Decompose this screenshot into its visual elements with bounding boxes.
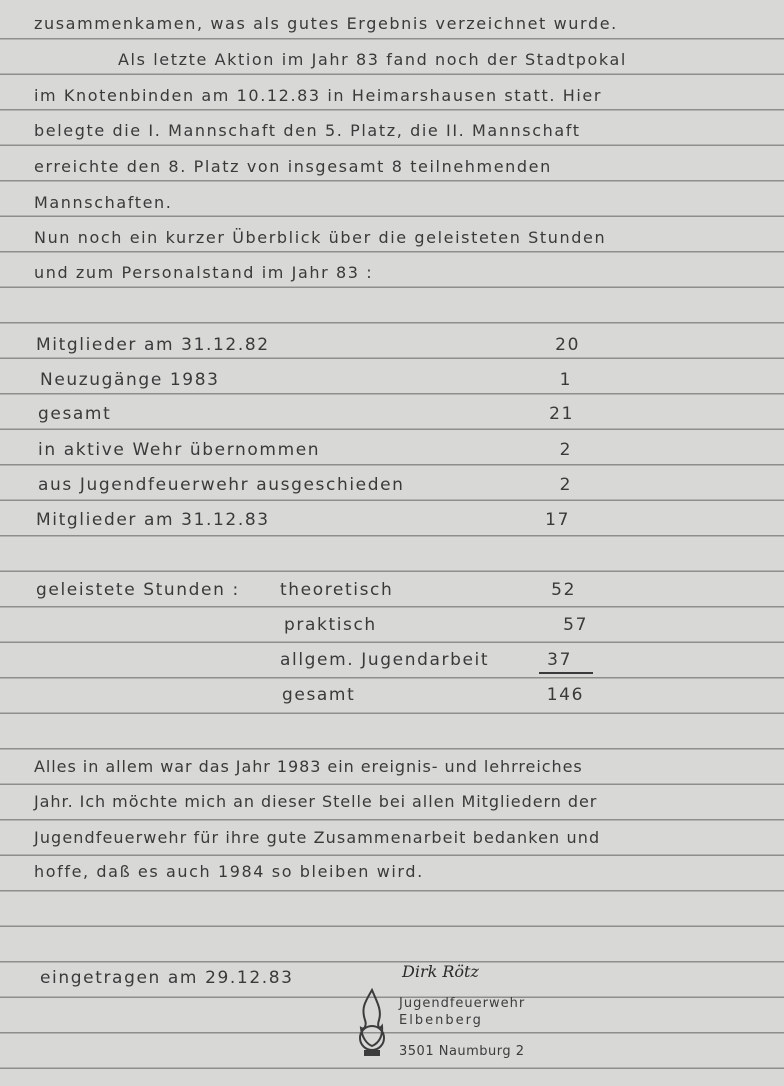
closing-line: Jugendfeuerwehr für ihre gute Zusammenarbeit bedanken und bbox=[34, 828, 601, 847]
row-value: 146 bbox=[546, 685, 584, 705]
row-value: 52 bbox=[551, 580, 576, 600]
row-label: Neuzugänge 1983 bbox=[40, 370, 220, 390]
row-label: gesamt bbox=[38, 404, 112, 424]
row-value: 2 bbox=[559, 475, 572, 495]
narrative-line: Nun noch ein kurzer Überblick über die geleisteten Stunden bbox=[34, 228, 607, 247]
closing-line: hoffe, daß es auch 1984 so bleiben wird. bbox=[34, 862, 424, 881]
sum-underline bbox=[539, 672, 593, 674]
row-value: 1 bbox=[559, 370, 572, 390]
row-value: 2 bbox=[559, 440, 572, 460]
flame-emblem-icon bbox=[355, 988, 389, 1062]
narrative-line: zusammenkamen, was als gutes Ergebnis verzeichnet wurde. bbox=[34, 14, 618, 33]
row-value: 21 bbox=[549, 404, 574, 424]
row-value: 37 bbox=[547, 650, 572, 670]
row-value: 17 bbox=[545, 510, 570, 530]
row-label: Mitglieder am 31.12.82 bbox=[36, 335, 270, 355]
row-label: theoretisch bbox=[280, 580, 394, 600]
narrative-line: erreichte den 8. Platz von insgesamt 8 teilnehmenden bbox=[34, 157, 552, 176]
narrative-line: und zum Personalstand im Jahr 83 : bbox=[34, 263, 374, 282]
row-label: Mitglieder am 31.12.83 bbox=[36, 510, 270, 530]
row-label: praktisch bbox=[284, 615, 377, 635]
stamp-line: 3501 Naumburg 2 bbox=[399, 1044, 525, 1059]
row-label: gesamt bbox=[282, 685, 356, 705]
row-label: in aktive Wehr übernommen bbox=[38, 440, 321, 460]
narrative-line: im Knotenbinden am 10.12.83 in Heimarshausen statt. Hier bbox=[34, 86, 602, 105]
closing-line: Alles in allem war das Jahr 1983 ein ereignis- und lehrreiches bbox=[34, 757, 583, 776]
narrative-line: belegte die I. Mannschaft den 5. Platz, die II. Mannschaft bbox=[34, 121, 581, 140]
row-label: aus Jugendfeuerwehr ausgeschieden bbox=[38, 475, 405, 495]
row-value: 20 bbox=[555, 335, 580, 355]
closing-line: Jahr. Ich möchte mich an dieser Stelle bei allen Mitgliedern der bbox=[34, 792, 598, 811]
stamp-line: Jugendfeuerwehr bbox=[399, 996, 526, 1011]
row-label: allgem. Jugendarbeit bbox=[280, 650, 490, 670]
signature: Dirk Rötz bbox=[402, 962, 479, 981]
hours-heading: geleistete Stunden : bbox=[36, 580, 240, 600]
stamp-line: Elbenberg bbox=[399, 1013, 483, 1028]
entry-date: eingetragen am 29.12.83 bbox=[40, 968, 294, 988]
narrative-line: Mannschaften. bbox=[34, 193, 173, 212]
row-value: 57 bbox=[563, 615, 588, 635]
narrative-line: Als letzte Aktion im Jahr 83 fand noch der Stadtpokal bbox=[118, 50, 627, 69]
